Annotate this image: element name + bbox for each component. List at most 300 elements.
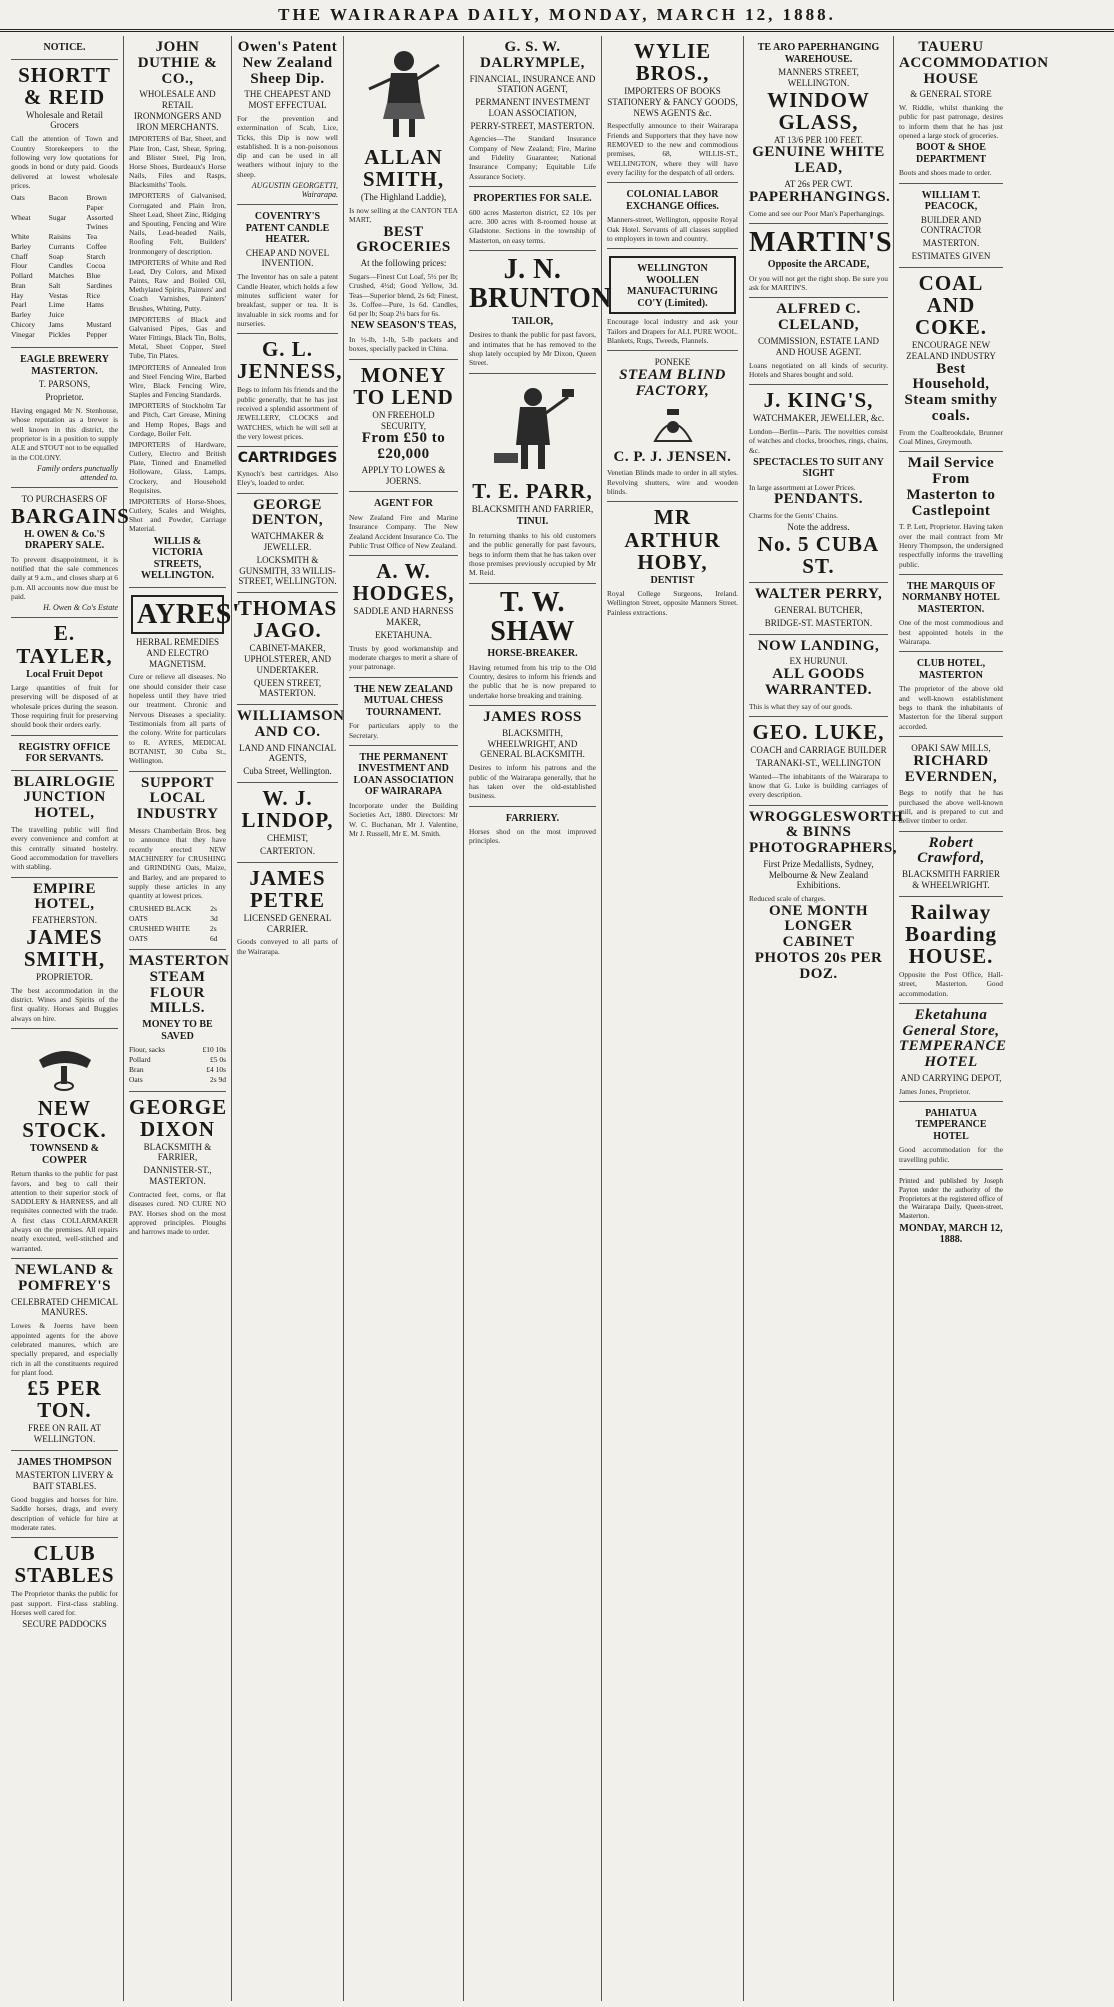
ad-hodges [349,556,458,677]
grocery-item: Barley [11,241,31,251]
ad-pretitle: OPAKI SAW MILLS, [911,743,991,754]
import-line: IMPORTERS of Bar, Sheet, and Plate Iron, Cast, Shear, Spring, and Blister Steel, Pig Iron, Horse Shoes, Burdeaux's Horse Nails, Files and Rasps, Blacksmiths' Tools. [129,134,226,190]
ad-subtitle: TOWNSEND & COWPER [30,1143,99,1166]
grocery-item: Lime Juice [48,300,65,320]
ad-registry [11,736,118,771]
ad-heading: ONE MONTH LONGER [768,902,869,935]
ad-steam-blind [607,351,738,502]
ad-subtitle: SADDLE AND HARNESS MAKER, [353,606,454,628]
ad-title: JAMES THOMPSON [17,1456,112,1468]
ad-body: Agencies—The Standard Insurance Company of New Zealand; Fire, Marine and Fidelity Guarantee; National Insurance Company; Equitable Life Assurance Society. [469,134,596,181]
ad-subtitle: WHOLESALE AND RETAIL IRONMONGERS AND IRON MERCHANTS. [133,89,222,132]
ad-body: Incorporate under the Building Societies Act, 1880. Directors: Mr W. C. Buchanan, Mr J. Valentine, Mr J. Russell, Mr E. M. Smith. [349,800,458,838]
ad-subtitle: MASTERTON LIVERY & BAIT STABLES. [15,1470,114,1492]
masthead [0,0,1114,32]
ad-title: T. E. PARR, [472,478,593,503]
ad-body: Call the attention of Town and Country Storekeepers to the following very low quotations for goods in bond or duty paid. Goods delivered at lowest wholesale prices. [11,134,118,190]
grocery-item: Coffee [86,241,107,251]
ad-title: MARTIN'S [749,226,893,258]
ad-title: Owen's Patent New Zealand Sheep Dip. [237,39,338,87]
ad-pretitle: TO PURCHASERS OF [21,493,108,504]
ad-geo-luke [749,717,888,806]
ad-heading: PENDANTS. [773,491,864,508]
ad-price: £5 PER TON. [27,1376,102,1423]
ad-place: APPLY TO LOWES & JOERNS. [361,464,446,486]
ad-title: Railway Boarding HOUSE. [904,899,998,968]
ad-james-ross [469,706,596,806]
grocery-item: Wheat [11,212,31,222]
ad-title: THOMAS JAGO. [237,596,338,643]
ad-title: COVENTRY'S PATENT CANDLE HEATER. [245,211,330,246]
grocery-item: Pickles [48,329,71,339]
ad-title: MR ARTHUR HOBY, [624,505,721,574]
ad-subtitle: Local Fruit Depot [26,668,103,680]
highland-laddie-illustration [361,45,447,141]
price-row [129,1045,226,1055]
ad-evernden [899,737,1003,832]
ad-title: BARGAINS [11,503,130,528]
ad-place: QUEEN STREET, MASTERTON. [253,677,322,699]
import-line: IMPORTERS of Horse-Shoes, Cutlery, Scales and Weights, Shot and Powder, Carriage Material. [129,496,226,534]
ad-title: G. L. JENNESS, [237,337,343,384]
ad-body: The best accommodation in the district. Wines and Spirits of the first quality. Horses and Buggies always on hire. [11,985,118,1023]
grocery-item: Bran [11,280,26,290]
ad-shaw [469,584,596,707]
price-item: CRUSHED BLACK OATS [129,903,192,923]
ad-body: Trusts by good workmanship and moderate charges to merit a share of your patronage. [349,643,458,672]
ad-subtitle: ENCOURAGE NEW ZEALAND INDUSTRY [906,340,996,361]
ad-subtitle: THE CHEAPEST AND MOST EFFECTUAL [244,89,331,111]
ad-body: Begs to inform his friends and the public generally, that he has just received a splendid assortment of JEWELLERY, CLOCKS and WATCHES, which he will sell at the very lowest prices. [237,385,338,441]
grocery-item: Vestas [48,290,68,300]
import-line: IMPORTERS of Stockholm Tar and Pitch, Cart Grease, Mining and Hemp Ropes, Bags and Cordage, Boiler Felt. [129,401,226,438]
column-3 [232,36,344,2001]
ad-now-landing [749,635,888,717]
proprietor-role: PROPRIETOR. [35,971,94,982]
ad-title: A. W. HODGES, [352,559,455,606]
import-line: IMPORTERS of Black and Galvanised Pipes, Gas and Water Fittings, Black Tin, Bolts, Metal, Sheet Copper, Steel Tube, Tin Plates. [129,314,226,361]
grocery-item: Blue [86,271,101,281]
ad-subtitle: HORSE-BREAKER. [487,648,578,660]
ad-title: JAMES PETRE [249,865,326,912]
grocery-item: Cocoa [86,261,106,271]
grocery-item: Raisins [48,232,71,242]
ad-body: Boots and shoes made to order. [899,168,992,178]
column-4 [344,36,464,2001]
ad-footer: Family orders punctually attended to. [36,463,118,482]
ad-body: Having returned from his trip to the Old Country, desires to inform his friends and the public that he is now prepared to undertake horse breaking and training. [469,662,596,700]
ad-body: London—Berlin—Paris. The novelties consist of watches and clocks, brooches, rings, chains, &c. [749,427,888,455]
ad-body: Reduced scale of charges. [749,894,826,904]
ad-subheading: AT 26s PER CWT. [784,178,853,189]
ad-mail-service [899,452,1003,575]
ad-subtitle: COACH and CARRIAGE BUILDER [750,745,887,756]
ad-subtitle: BLACKSMITH, WHEELWRIGHT, AND GENERAL BLACKSMITH. [480,727,585,760]
ad-coal-coke [899,268,1003,452]
price-list [129,904,226,945]
column-6 [602,36,744,2001]
price-value: £10 10s [202,1045,226,1055]
ad-woollen-company [607,249,738,351]
grocery-item: Hay [11,290,24,300]
ad-king [749,385,888,583]
ad-title: E. TAYLER, [16,621,113,668]
proprietor-role: Proprietor. [45,392,84,403]
ad-subtitle: CABINET-MAKER, UPHOLSTERER, AND UNDERTAKER. [243,643,331,675]
ad-title: PROPERTIES FOR SALE. [473,193,592,205]
ad-title: W. J. LINDOP, [241,786,334,833]
grocery-item: Pepper [86,329,108,339]
ad-body: One of the most commodious and best appointed hotels in the Wairarapa. [899,618,1003,647]
ad-chess [349,678,458,746]
grocery-item: Candles [48,261,73,271]
ad-body: Come and see our Poor Man's Paperhangings. [749,208,885,218]
ad-body: Messrs Chamberlain Bros. beg to announce that they have recently erected NEW MACHINERY for CRUSHING and GRINDING Oats, Maize, and Barley, and are prepared to supply these articles in any quantity at lowest prices. [129,825,226,901]
ad-footer: SECURE PADDOCKS [22,1619,107,1630]
ad-body: To prevent disappointment, it is notified that the sale commences daily at 9 a.m., and closes sharp at 6 p.m. All accounts now due must be paid. [11,554,118,602]
ad-subtitle: GENERAL BUTCHER, [774,605,863,616]
ad-body: Goods conveyed to all parts of the Wairarapa. [237,937,338,956]
ad-title: NEWLAND & POMFREY'S [14,1262,115,1294]
ad-martins [749,224,893,299]
ad-body: Or you will not get the right shop. Be sure you ask for MARTIN'S. [749,273,888,293]
ad-title: THE NEW ZEALAND MUTUAL CHESS TOURNAMENT. [354,683,453,718]
ad-subtitle: IMPORTERS OF BOOKS STATIONERY & FANCY GOODS, NEWS AGENTS &c. [607,86,738,118]
ad-heading: BEST GROCERIES [356,223,451,256]
ad-place: BRIDGE-ST. MASTERTON. [764,617,873,628]
ad-jenness [237,334,343,447]
grocery-item: Flour [11,261,28,271]
column-8 [894,36,1049,2001]
ad-farriery [469,807,596,851]
ad-title: GEORGE DENTON, [251,496,324,529]
ad-subtitle: CHEMIST, [266,833,309,844]
ad-title: AYRES' [137,598,241,630]
column-7 [744,36,904,2001]
printer-imprint: Printed and published by Joseph Payton under the authority of the Proprietors at the registered office of the Wairarapa Daily, Queen-street, Masterton. [899,1177,1003,1221]
ad-nz-agent [349,492,458,556]
grocery-item: Hams [86,300,104,310]
ad-place: FEATHERSTON. [31,915,98,926]
grocery-item: Chicory [11,319,36,329]
grocery-item: White [11,232,30,242]
grocery-item: Soap [48,251,64,261]
ad-photographers [749,806,904,988]
ad-body: In large assortment at Lower Prices. [749,482,856,492]
grocery-item-list [11,193,118,339]
ad-title: WROGGLESWORTH & BINNS PHOTOGRAPHERS, [749,808,904,857]
ad-dalrymple [469,36,596,187]
ad-wylie-bros [607,36,738,183]
imprint [899,1170,1003,1251]
ad-body: Charms for the Gents' Chains. [749,511,838,521]
ad-subtitle: AND CARRYING DEPOT, [900,1072,1002,1083]
ad-allan-smith [349,36,458,360]
grocery-item: Mustard [86,319,112,329]
grocery-item: Pollard [11,271,33,281]
grocery-item: Vinegar [11,329,35,339]
price-item: Flour, sacks [129,1045,165,1055]
price-item: Oats [129,1075,143,1085]
ad-body: Desires to inform his patrons and the public of the Wairarapa generally, that he has taken over the old-established business. [469,763,596,801]
grocery-item: Chaff [11,251,28,261]
ad-investment-association [349,746,458,843]
ad-title: EMPIRE HOTEL, [33,880,96,913]
ad-george-denton [237,494,338,593]
price-value: 2s 9d [209,1075,226,1085]
ad-heading: SPECTACLES TO SUIT ANY SIGHT [753,456,884,480]
price-value: £4 10s [206,1065,226,1075]
ad-place: LOCKSMITH & GUNSMITH, 33 WILLIS-STREET, WELLINGTON. [238,554,337,587]
ad-signature: H. Owen & Co's Estate [43,603,118,613]
ad-title: WELLINGTON WOOLLEN MANUFACTURING CO'Y (Limited). [627,263,718,309]
ad-title: TAUERU ACCOMMODATION HOUSE [899,39,1049,87]
proprietor-name: T. PARSONS, [38,379,91,390]
grocery-item: Sugar [48,212,67,222]
ad-body: Return thanks to the public for past favors, and beg to call their attention to their superior stock of SADDLERY & HARNESS, and all requisites connected with the trade. A first class COLLARMAKER always on the premises. All repairs neatly executed, well-stitched and warranted. [11,1169,118,1253]
price-row [129,904,226,924]
ad-body: For particulars apply to the Secretary. [349,721,458,740]
ad-subtitle: HERBAL REMEDIES AND ELECTRO MAGNETISM. [136,637,219,669]
ad-arthur-hoby [607,502,738,622]
grocery-item: Sardines [86,280,113,290]
ad-pretitle: PONEKE [654,357,691,368]
ad-body: The proprietor of the above old and well-known establishment begs to thank the inhabitants of Masterton for the liberal support accorded. [899,684,1003,731]
ad-subtitle: CHEAP AND NOVEL INVENTION. [245,247,330,269]
ad-body: Desires to thank the public for past favors, and intimates that he has removed to the shop lately occupied by Mr Dixon, Queen Street. [469,330,596,368]
ad-body: Is now selling at the CANTON TEA MART, [349,205,458,225]
ad-title: ALFRED C. CLELAND, [776,301,861,334]
price-item: Pollard [129,1055,151,1065]
ad-body: Cure or relieve all diseases. No one should consider their case hopeless until they have tried our treatment. Chronic and Nervous Diseases a speciality. Testimonials from all parts of the colony. Write for particulars to R. AYRES, MEDICAL BOTANIST, 30 Cuba St., Wellington. [129,672,226,766]
ad-title: Eketahuna General Store, TEMPERANCE HOTEL [899,1006,1007,1071]
ad-new-stock [11,1029,118,1259]
ad-subheading: AT 13/6 PER 100 FEET. [774,134,863,145]
ad-address: No. 5 CUBA ST. [757,532,880,579]
ad-notice [11,36,118,60]
ad-body: Encourage local industry and ask your Tailors and Drapers for ALL PURE WOOL. Blankets, Rugs, Tweeds, Flannels. [607,317,738,346]
ad-title: WILLIAMSON AND CO. [237,708,345,740]
grocery-item: Oats [11,193,25,203]
issue-date: MONDAY, MARCH 12, 1888. [899,1222,1003,1246]
ad-properties-sale [469,187,596,251]
ad-body: Having engaged Mr N. Stenhouse, whose reputation as a brewer is well known in this district, the proprietor is in a position to supply ALE and STOUT not to be equalled in the COLONY. [11,406,118,462]
ad-subtitle: MONEY TO BE SAVED [142,1019,213,1042]
ad-body: Horses shod on the most improved principles. [469,827,596,846]
ad-george-dixon [129,1092,226,1242]
ad-subtitle: COMMISSION, ESTATE LAND AND HOUSE AGENT. [757,335,880,357]
royal-crest-icon [647,405,699,445]
ad-title: REGISTRY OFFICE FOR SERVANTS. [18,741,111,765]
ad-subtitle: PERMANENT INVESTMENT LOAN ASSOCIATION, [475,97,590,118]
ad-signature: AUGUSTIN GEORGETTI, Wairarapa. [251,181,338,200]
ad-heading: At the following prices: [360,258,447,269]
ad-parr [469,374,596,584]
ad-subtitle: WATCHMAKER & JEWELLER. [251,531,324,552]
ad-heading: CABINET PHOTOS 20s PER DOZ. [754,934,883,982]
ad-heading: Best Household, Steam smithy coals. [904,360,998,424]
ad-title: FARRIERY. [505,812,560,824]
ad-title: RICHARD EVERNDEN, [904,752,998,785]
ad-price-list: Sugars—Finest Cut Loaf, 5½ per lb; Crushed, 4½d; Good Yellow, 3d. Teas—Superior blend, 2s 6d; Finest, 3s. Coffee—Pure, 1s 6d. Candles, 6d per lb; Soap 2¼ bars for 6s. [349,271,458,319]
ad-title: THE MARQUIS OF NORMANBY HOTEL MASTERTON. [902,580,1000,615]
ad-title: J. N. BRUNTON [469,253,613,315]
price-value: 2s 6d [210,923,218,943]
ad-body: Royal College Surgeons, Ireland. Wellington Street, opposite Manners Street. Painless extractions. [607,589,738,617]
ad-title: TE ARO PAPERHANGING WAREHOUSE. [757,42,880,65]
ad-heading: PAPERHANGINGS. [749,188,891,205]
ad-title: SUPPORT LOCAL INDUSTRY [136,774,219,823]
ad-place: PERRY-STREET, MASTERTON. [470,120,595,131]
ad-body: Lowes & Joerns have been appointed agents for the above celebrated manures, which are specially prepared, and especially rich in all the constituents required for plant food. [11,1321,118,1377]
ad-title: NEW STOCK. [22,1096,107,1143]
price-value: £5 0s [209,1055,226,1065]
ad-body: In ½-lb, 1-lb, 5-lb packets and boxes, specially packed in China. [349,334,458,354]
ad-footer: WILLIS & VICTORIA STREETS, WELLINGTON. [141,535,214,582]
grocery-item: Starch [86,251,106,261]
ad-body: New Zealand Fire and Marine Insurance Company. The New Zealand Accident Insurance Co. The Public Trust Office of New Zealand. [349,512,458,550]
ad-note: Note the address. [787,522,850,533]
ad-subtitle: ON FREEHOLD SECURITY, [372,409,435,431]
ad-title: JAMES ROSS [483,709,582,726]
ad-subtitle: BLACKSMITH FARRIER & WHEELWRIGHT. [901,869,1001,890]
proprietor-name: JAMES SMITH, [23,924,106,971]
ad-junction-hotel [11,771,118,878]
ad-eagle-brewery [11,348,118,488]
ad-subtitle: FINANCIAL, INSURANCE AND STATION AGENT, [469,73,596,95]
price-row [129,1075,226,1085]
grocery-item: Tea [86,232,98,242]
ad-place: DANNISTER-ST., MASTERTON. [143,1165,212,1187]
ad-subtitle: Wholesale and Retail Grocers [26,109,103,131]
blacksmith-illustration [488,383,578,475]
ad-title: COAL AND COKE. [914,270,988,339]
ad-eketahuna [899,1004,1007,1102]
ad-subtitle: H. OWEN & Co.'S DRAPERY SALE. [24,528,105,552]
ad-body: Large quantities of fruit for preserving will be disposed of at wholesale prices during the season. Those requiring fruit for preserving should book their orders early. [11,683,118,730]
grocery-item: Salt [48,280,61,290]
ad-place: CARTERTON. [259,845,315,856]
ad-john-duthie [129,36,226,588]
import-line: IMPORTERS of Galvanised, Corrugated and Plain Iron, Sheet Lead, Sheet Zinc, Ridging and Spouting, Fencing and Wire Nails, Lead-headed Nails, Roofing Felt, Builders' Ironmongery of description. [129,191,226,256]
ad-title: Mail Service From Masterton to Castlepoint [906,455,996,519]
grocery-item: Matches [48,271,75,281]
price-row [129,1055,226,1065]
ad-subtitle: LICENSED GENERAL CARRIER. [243,912,332,934]
ad-title: PAHIATUA TEMPERANCE HOTEL [915,1107,987,1142]
grocery-item: Currants [48,241,75,251]
ad-james-petre [237,863,338,961]
ad-title: STEAM BLIND FACTORY, [619,367,726,399]
price-row [129,924,226,944]
ad-subtitle: BLACKSMITH AND FARRIER, [471,503,594,514]
newspaper-title: THE WAIRARAPA DAILY, MONDAY, MARCH 12, 1888. [278,5,836,24]
price-item: CRUSHED WHITE OATS [129,923,190,943]
ad-heading: ALL GOODS WARRANTED. [764,666,873,698]
ad-title: GEORGE DIXON [129,1094,228,1141]
page-columns [6,36,1108,2001]
ad-title: BLAIRLOGIE JUNCTION HOTEL, [13,773,116,822]
grocery-item: Jams [48,319,64,329]
column-2 [124,36,241,2001]
ad-subtitle: DENTIST [650,574,695,586]
ad-title: WILLIAM T. PEACOCK, [921,189,981,213]
ad-body: Loans negotiated on all kinds of security. Hotels and Shares bought and sold. [749,360,888,379]
ad-body: Opposite the Post Office, Hall-street, Masterton. Good accommodation. [899,969,1003,998]
import-line: IMPORTERS of Hardware, Cutlery, Electro and British Plate, Tinned and Enamelled Holloware, Glass, Lamps, Crockery, and Household Requisites. [129,439,226,495]
ad-subtitle: LAND AND FINANCIAL AGENTS, [239,742,336,764]
ayres-box [131,595,241,634]
woollen-box [609,256,736,314]
ad-body: The Proprietor thanks the public for past support. First-class stabling. Horses well cared for. [11,1589,118,1618]
ad-subtitle: BLACKSMITH & FARRIER, [143,1141,212,1163]
grocery-item: Pearl Barley [11,300,31,320]
ad-subtitle: EX HURUNUI. [789,656,848,667]
ad-place: TARANAKI-ST., WELLINGTON [755,757,881,768]
ad-newland-pomfrey [11,1259,118,1451]
ad-body: Good buggies and horses for hire. Saddle horses, drags, and every description of vehicle for hire at moderate rates. [11,1494,118,1532]
ad-thomas-jago [237,593,338,705]
ad-williamson [237,705,345,783]
ad-support-local-industry [129,772,226,950]
ad-title: CLUB STABLES [14,1541,115,1588]
ad-place: MANNERS STREET, WELLINGTON. [778,67,859,88]
ad-title: GEO. LUKE, [752,720,885,744]
ad-subtitle: CELEBRATED CHEMICAL MANURES. [11,1296,118,1318]
ad-body: Respectfully announce to their Wairarapa Friends and Supporters that they have now REMOVED to the new and commodious premises, 68, WILLIS-ST., WELLINGTON, where they will have every facility for the despatch of all orders. [607,121,738,178]
ad-place: MASTERTON. [922,238,980,249]
ad-peacock [899,184,1003,268]
ad-place: Cuba Street, Wellington. [243,766,332,777]
ad-title: MASTERTON STEAM FLOUR MILLS. [129,953,230,1017]
grocery-item: Assorted Twines [86,212,113,232]
price-row [129,1065,226,1075]
grocery-item: Rice [86,290,101,300]
ad-body: T. P. Lett, Proprietor. Having taken over the mail contract from Mr Henry Thompson, the undersigned respectfully informs the travelling public. [899,522,1003,569]
ad-body: The Inventor has on sale a patent Candle Heater, which holds a few minutes sufficient water for breakfast, supper or tea. It is invaluable in sick rooms and for nurseries. [237,272,338,328]
ad-cleland [749,298,888,385]
ad-body: This is what they say of our goods. [749,701,853,711]
ad-walter-perry [749,583,888,634]
import-line: IMPORTERS of White and Red Lead, Dry Colors, and Mixed Paints, Raw and Boiled Oil, Methylated Spirits, Painters' and Coach Varnishes, Painters' Brushes, Whiting, Putty. [129,257,226,313]
ad-title: COLONIAL LABOR EXCHANGE Offices. [626,189,719,212]
ad-title: Robert Crawford, [917,834,985,867]
ad-place: EKETAHUNA. [374,629,433,640]
ad-body: The travelling public will find every convenience and comfort at this centrally situated hostelry. Good accommodation for travellers with stabling. [11,824,118,872]
ad-railway-boarding [899,897,1003,1004]
ad-cartridges [237,447,338,493]
ad-footer: FREE ON RAIL AT WELLINGTON. [28,1423,101,1445]
price-value: 2s 3d [210,903,218,923]
ad-subtitle: & GENERAL STORE [910,89,992,100]
ad-flour-mills [129,950,230,1092]
ad-title: WYLIE BROS., [633,39,712,86]
ad-crawford [899,832,1003,897]
grocery-item: Bacon [48,193,68,203]
ad-heading: GENUINE WHITE LEAD, [752,144,885,177]
ad-body: 600 acres Masterton district, £2 10s per acre. 300 acres with 8-roomed house at Gladstone. Sections in the township of Masterton, on easy terms. [469,207,596,245]
ad-body: Contracted feet, corns, or flat diseases cured. NO CURE NO PAY. Horses shod on the most approved principles. Ploughs and harrows made to order. [129,1189,226,1237]
ad-owen-sheep-dip [237,36,338,205]
ad-body: Begs to notify that he has purchased the above well-known mill, and is prepared to cut and deliver timber to order. [899,788,1003,826]
ad-lindop [237,783,338,863]
column-1 [6,36,130,2001]
ad-body: From the Coalbrookdale, Brunner Coal Mines, Greymouth. [899,427,1003,446]
ad-club-hotel [899,652,1003,737]
grocery-item: Brown Paper [86,193,107,212]
ad-normanby-hotel [899,575,1003,652]
ad-title: WALTER PERRY, [754,586,883,603]
